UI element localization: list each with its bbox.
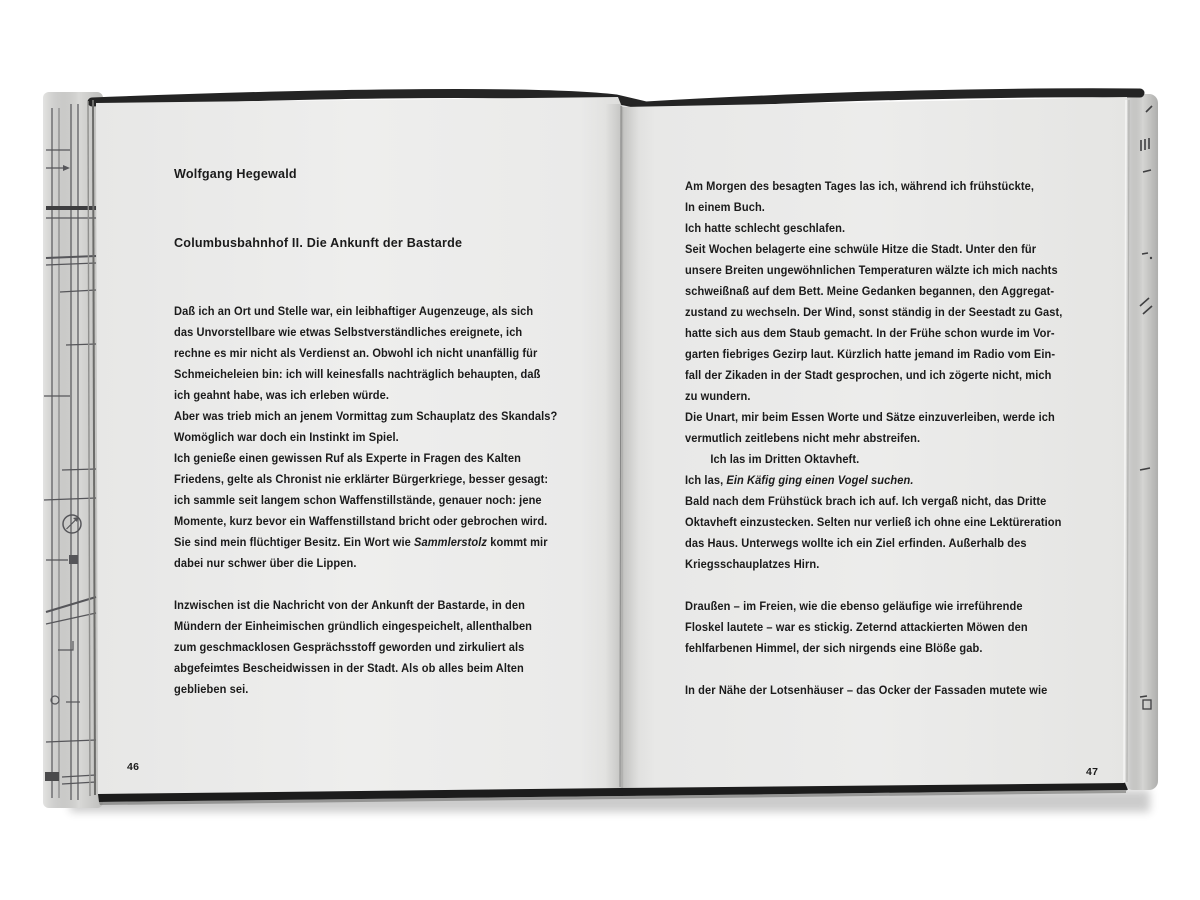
text-line: zustand zu wechseln. Der Wind, sonst ständig in der Seestadt zu Gast, <box>685 305 1063 319</box>
text-line: Aber was trieb mich an jenem Vormittag zum Schauplatz des Skandals? <box>174 409 558 423</box>
text-line: zum geschmacklosen Gesprächsstoff geworden und zirkuliert als <box>174 640 525 654</box>
text-line: Ich las, Ein Käfig ging einen Vogel suchen. <box>685 473 914 487</box>
author-name: Wolfgang Hegewald <box>174 167 297 181</box>
text-line: In der Nähe der Lotsenhäuser – das Ocker der Fassaden mutete wie <box>685 683 1048 697</box>
text-line: schweißnaß auf dem Bett. Meine Gedanken begannen, den Aggregat- <box>685 284 1055 298</box>
chapter-title: Columbusbahnhof II. Die Ankunft der Bastarde <box>174 236 463 250</box>
paragraph <box>685 596 1122 659</box>
text-line: geblieben sei. <box>174 682 249 696</box>
text-line: dabei nur schwer über die Lippen. <box>174 556 357 570</box>
text-line: Seit Wochen belagerte eine schwüle Hitze die Stadt. Unter den für <box>685 242 1037 256</box>
text-line: Momente, kurz bevor ein Waffenstillstand bricht oder gebrochen wird. <box>174 514 548 528</box>
text-line: Schmeicheleien bin: ich will keinesfalls nachträglich behaupten, daß <box>174 367 541 381</box>
paragraph <box>174 595 611 700</box>
text-line: vermutlich zeitlebens nicht mehr abstreifen. <box>685 431 921 445</box>
text-line: Daß ich an Ort und Stelle war, ein leibhaftiger Augenzeuge, als sich <box>174 304 534 318</box>
text-line: Sie sind mein flüchtiger Besitz. Ein Wort wie Sammlerstolz kommt mir <box>174 535 548 549</box>
text-line: abgefeimtes Bescheidwissen in der Stadt. Als ob alles beim Alten <box>174 661 524 675</box>
text-line: Am Morgen des besagten Tages las ich, während ich frühstückte, <box>685 179 1035 193</box>
text-line: fehlfarbenen Himmel, der sich nirgends eine Blöße gab. <box>685 641 983 655</box>
text-line: Oktavheft einzustecken. Selten nur verließ ich ohne eine Lektüreration <box>685 515 1062 529</box>
right-page-text <box>685 176 1122 701</box>
text-line: fall der Zikaden in der Stadt gesprochen, und ich zögerte nicht, mich <box>685 368 1052 382</box>
text-line: Inzwischen ist die Nachricht von der Ankunft der Bastarde, in den <box>174 598 525 612</box>
text-line: Ich genieße einen gewissen Ruf als Experte in Fragen des Kalten <box>174 451 521 465</box>
paragraph <box>685 680 1122 701</box>
page-number-left: 46 <box>127 761 140 773</box>
left-page-text <box>174 301 611 700</box>
text-line: Ich las im Dritten Oktavheft. <box>685 452 860 466</box>
text-line: ich geahnt habe, was ich erleben würde. <box>174 388 390 402</box>
text-line: Ich hatte schlecht geschlafen. <box>685 221 846 235</box>
text-line: rechne es mir nicht als Verdienst an. Obwohl ich nicht unanfällig für <box>174 346 538 360</box>
text-line: Die Unart, mir beim Essen Worte und Sätze einzuverleiben, werde ich <box>685 410 1055 424</box>
paragraph <box>685 176 1122 575</box>
text-line: Draußen – im Freien, wie die ebenso geläufige wie irreführende <box>685 599 1023 613</box>
page-number-right: 47 <box>1086 766 1099 778</box>
text-line: Friedens, gelte als Chronist nie erklärter Bürgerkriege, besser gesagt: <box>174 472 549 486</box>
text-line: Mündern der Einheimischen gründlich eingespeichelt, allenthalben <box>174 619 533 633</box>
text-line: das Unvorstellbare wie etwas Selbstverständliches ereignete, ich <box>174 325 523 339</box>
text-line: garten fiebriges Gezirp laut. Kürzlich hatte jemand im Radio vom Ein- <box>685 347 1056 361</box>
text-line: Floskel lautete – war es stickig. Zeternd attackierten Möwen den <box>685 620 1028 634</box>
text-line: ich sammle seit langem schon Waffenstillstände, genauer noch: jene <box>174 493 542 507</box>
text-line: In einem Buch. <box>685 200 765 214</box>
paragraph <box>174 301 611 574</box>
text-line: unsere Breiten ungewöhnlichen Temperaturen wälzte ich mich nachts <box>685 263 1058 277</box>
text-line: Kriegsschauplatzes Hirn. <box>685 557 820 571</box>
text-line: Womöglich war doch ein Instinkt im Spiel. <box>174 430 399 444</box>
text-line: das Haus. Unterwegs wollte ich ein Ziel erfinden. Außerhalb des <box>685 536 1027 550</box>
text-line: Bald nach dem Frühstück brach ich auf. Ich vergaß nicht, das Dritte <box>685 494 1047 508</box>
text-line: zu wundern. <box>685 389 751 403</box>
text-line: hatte sich aus dem Staub gemacht. In der Frühe schon wurde im Vor- <box>685 326 1055 340</box>
